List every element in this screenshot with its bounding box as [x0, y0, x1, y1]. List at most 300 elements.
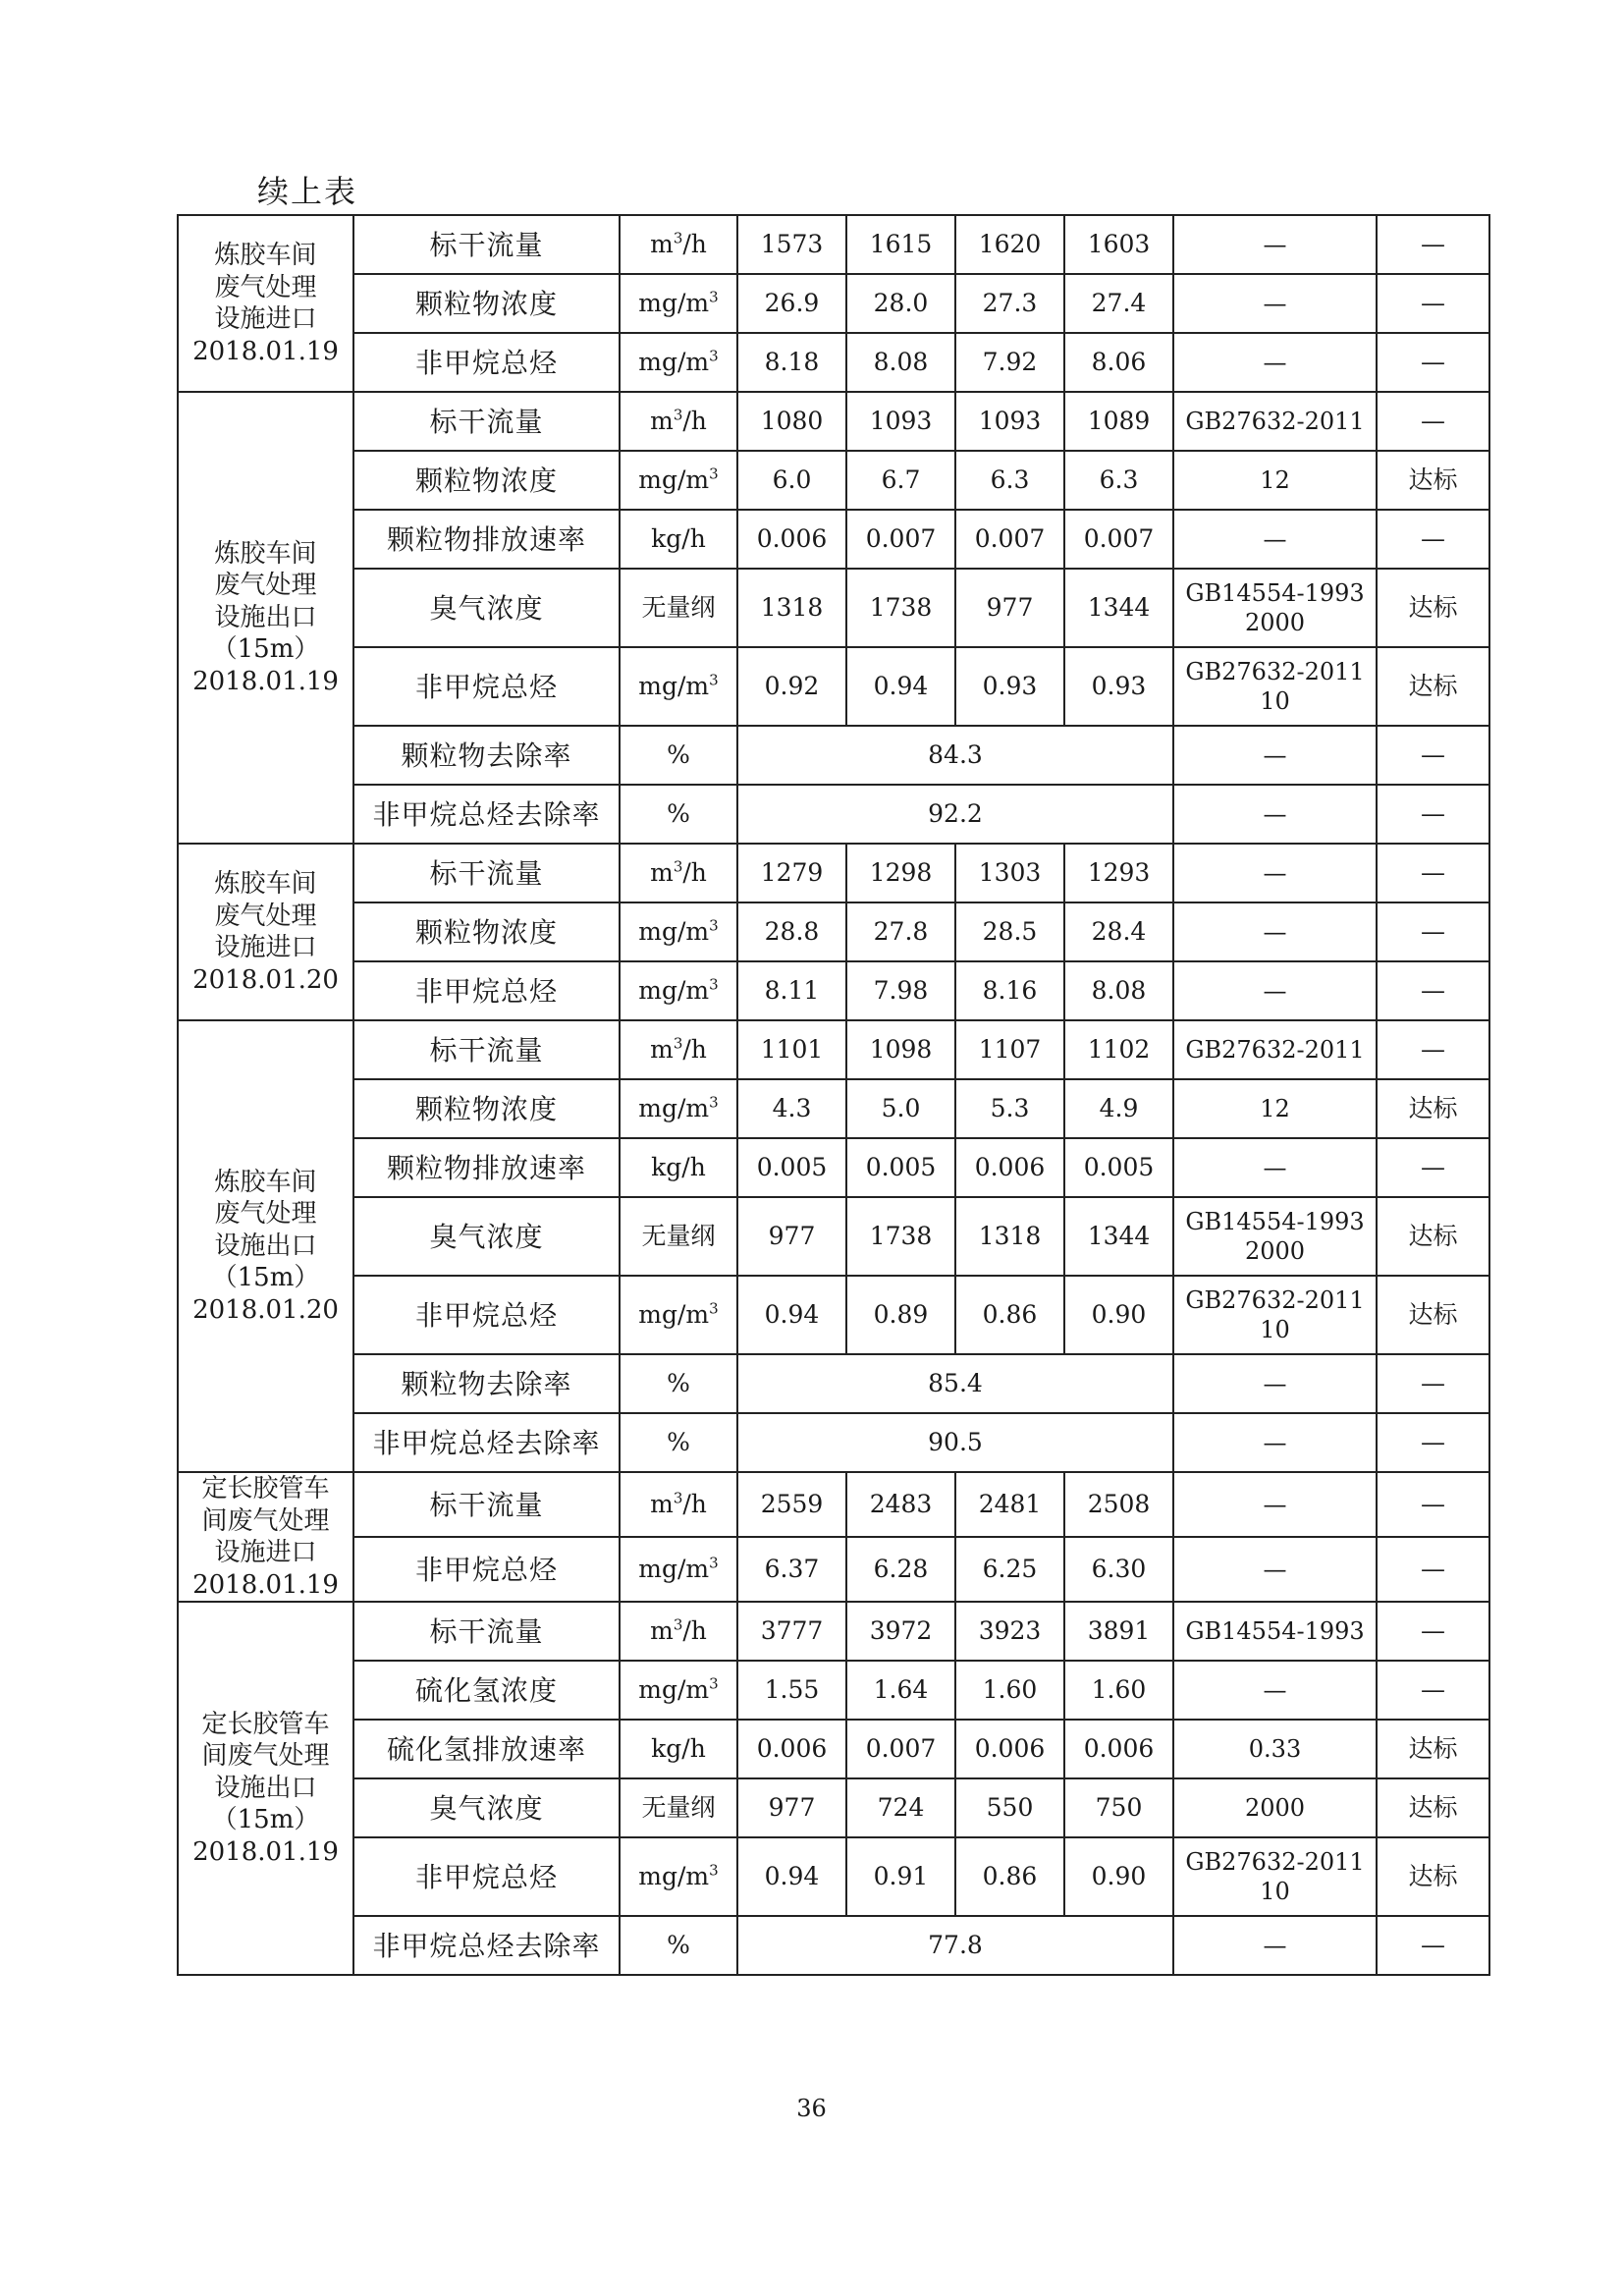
table-row [178, 1413, 1489, 1472]
unit-cell: $mg/m^3$ [620, 647, 737, 726]
location-line: 2018.01.19 [192, 1569, 339, 1600]
result-cell: 达标 [1377, 1720, 1489, 1778]
standard-cell [1173, 1354, 1377, 1413]
value-cell: 0.94 [737, 1837, 846, 1916]
standard-line: GB14554-1993 [1185, 1208, 1365, 1235]
value-cell: 0.89 [846, 1276, 955, 1354]
unit-cell: 无量纲 [620, 1197, 737, 1276]
standard-line: — [1263, 525, 1287, 553]
location-line: 废气处理 [214, 901, 317, 931]
value-cell: 0.006 [1064, 1720, 1173, 1778]
result-cell: — [1377, 510, 1489, 569]
table-row [178, 1079, 1489, 1138]
merged-value-cell: 77.8 [737, 1916, 1173, 1975]
value-cell: 0.007 [1064, 510, 1173, 569]
table-row [178, 1020, 1489, 1079]
location-line: 2018.01.19 [192, 666, 339, 696]
value-cell: 0.86 [955, 1276, 1064, 1354]
standard-cell [1173, 333, 1377, 392]
table-row [178, 569, 1489, 647]
standard-cell [1173, 1778, 1377, 1837]
table-row [178, 1720, 1489, 1778]
item-cell: 非甲烷总烃 [353, 647, 620, 726]
value-cell: 0.93 [955, 647, 1064, 726]
table-row [178, 1602, 1489, 1661]
unit-cell: $m^3/h$ [620, 215, 737, 274]
value-cell: 724 [846, 1778, 955, 1837]
table-row [178, 1916, 1489, 1975]
standard-line: — [1263, 1556, 1287, 1583]
emission-monitoring-table [177, 214, 1490, 1976]
item-cell: 颗粒物去除率 [353, 1354, 620, 1413]
result-cell: 达标 [1377, 1276, 1489, 1354]
location-cell [178, 1602, 353, 1975]
unit-cell: kg/h [620, 1720, 737, 1778]
table-row [178, 1354, 1489, 1413]
unit-cell: % [620, 1413, 737, 1472]
item-cell: 颗粒物排放速率 [353, 1138, 620, 1197]
standard-line: GB27632-2011 [1185, 1848, 1365, 1876]
value-cell: 26.9 [737, 274, 846, 333]
table-row [178, 510, 1489, 569]
standard-line: 2000 [1244, 609, 1306, 636]
value-cell: 8.08 [846, 333, 955, 392]
result-cell: 达标 [1377, 1778, 1489, 1837]
value-cell: 0.007 [846, 1720, 955, 1778]
item-cell: 标干流量 [353, 1472, 620, 1537]
value-cell: 8.16 [955, 961, 1064, 1020]
result-cell: — [1377, 1537, 1489, 1602]
result-cell: 达标 [1377, 1079, 1489, 1138]
value-cell: 1093 [955, 392, 1064, 451]
value-cell: 6.0 [737, 451, 846, 510]
standard-cell [1173, 647, 1377, 726]
value-cell: 27.3 [955, 274, 1064, 333]
standard-line: 12 [1260, 1095, 1290, 1122]
standard-cell [1173, 274, 1377, 333]
table-row [178, 1661, 1489, 1720]
table-row [178, 726, 1489, 785]
standard-cell [1173, 1138, 1377, 1197]
value-cell: 0.91 [846, 1837, 955, 1916]
value-cell: 7.98 [846, 961, 955, 1020]
value-cell: 0.93 [1064, 647, 1173, 726]
table-row [178, 1138, 1489, 1197]
item-cell: 硫化氢浓度 [353, 1661, 620, 1720]
item-cell: 颗粒物浓度 [353, 274, 620, 333]
value-cell: 1293 [1064, 844, 1173, 902]
value-cell: 2483 [846, 1472, 955, 1537]
result-cell: — [1377, 902, 1489, 961]
unit-cell: $mg/m^3$ [620, 1537, 737, 1602]
unit-cell: $mg/m^3$ [620, 1276, 737, 1354]
item-cell: 颗粒物浓度 [353, 1079, 620, 1138]
unit-cell: % [620, 1916, 737, 1975]
location-line: 设施进口 [214, 933, 317, 962]
value-cell: 1344 [1064, 569, 1173, 647]
value-cell: 0.005 [737, 1138, 846, 1197]
location-line: 间废气处理 [201, 1741, 330, 1772]
merged-value-cell: 90.5 [737, 1413, 1173, 1472]
unit-cell: $m^3/h$ [620, 844, 737, 902]
item-cell: 标干流量 [353, 392, 620, 451]
table-row [178, 1276, 1489, 1354]
standard-cell [1173, 902, 1377, 961]
standard-line: — [1263, 290, 1287, 317]
item-cell: 标干流量 [353, 1020, 620, 1079]
item-cell: 颗粒物去除率 [353, 726, 620, 785]
table-row [178, 215, 1489, 274]
unit-cell: $mg/m^3$ [620, 961, 737, 1020]
value-cell: 1318 [955, 1197, 1064, 1276]
item-cell: 非甲烷总烃去除率 [353, 785, 620, 844]
value-cell: 3777 [737, 1602, 846, 1661]
value-cell: 2559 [737, 1472, 846, 1537]
result-cell: — [1377, 785, 1489, 844]
value-cell: 1603 [1064, 215, 1173, 274]
location-line: 炼胶车间 [214, 1167, 317, 1197]
location-line: （15m） [211, 1263, 320, 1293]
value-cell: 5.0 [846, 1079, 955, 1138]
result-cell: 达标 [1377, 647, 1489, 726]
location-line: 炼胶车间 [214, 869, 317, 899]
location-line: 定长胶管车 [201, 1709, 330, 1739]
value-cell: 1.64 [846, 1661, 955, 1720]
location-line: 炼胶车间 [214, 538, 317, 569]
item-cell: 标干流量 [353, 1602, 620, 1661]
unit-cell: $mg/m^3$ [620, 274, 737, 333]
table-row [178, 451, 1489, 510]
value-cell: 27.8 [846, 902, 955, 961]
item-cell: 臭气浓度 [353, 1778, 620, 1837]
result-cell: — [1377, 1661, 1489, 1720]
value-cell: 1573 [737, 215, 846, 274]
result-cell: — [1377, 1602, 1489, 1661]
value-cell: 1101 [737, 1020, 846, 1079]
standard-line: GB27632-2011 [1185, 408, 1365, 435]
standard-line: 12 [1260, 466, 1290, 494]
standard-line: 2000 [1244, 1237, 1306, 1265]
value-cell: 0.94 [846, 647, 955, 726]
item-cell: 臭气浓度 [353, 1197, 620, 1276]
standard-line: — [1263, 918, 1287, 946]
value-cell: 8.11 [737, 961, 846, 1020]
value-cell: 0.92 [737, 647, 846, 726]
standard-line: — [1263, 231, 1287, 258]
value-cell: 1098 [846, 1020, 955, 1079]
value-cell: 3972 [846, 1602, 955, 1661]
table-row [178, 392, 1489, 451]
standard-cell [1173, 1537, 1377, 1602]
result-cell: — [1377, 333, 1489, 392]
value-cell: 0.006 [737, 510, 846, 569]
value-cell: 4.9 [1064, 1079, 1173, 1138]
value-cell: 0.007 [955, 510, 1064, 569]
item-cell: 硫化氢排放速率 [353, 1720, 620, 1778]
page-number: 36 [796, 2095, 827, 2122]
standard-line: 2000 [1244, 1794, 1306, 1822]
standard-line: 10 [1260, 1878, 1290, 1905]
standard-line: — [1263, 1491, 1287, 1518]
value-cell: 0.006 [737, 1720, 846, 1778]
result-cell: 达标 [1377, 1197, 1489, 1276]
standard-cell [1173, 785, 1377, 844]
location-line: 2018.01.20 [192, 1294, 339, 1325]
value-cell: 6.7 [846, 451, 955, 510]
value-cell: 1738 [846, 569, 955, 647]
standard-cell [1173, 1020, 1377, 1079]
location-line: 设施出口 [214, 602, 317, 632]
result-cell: 达标 [1377, 1837, 1489, 1916]
standard-line: — [1263, 800, 1287, 828]
location-line: （15m） [211, 634, 320, 665]
table-row [178, 1537, 1489, 1602]
location-line: 设施出口 [214, 1230, 317, 1261]
table-row [178, 1837, 1489, 1916]
standard-cell [1173, 1661, 1377, 1720]
standard-line: — [1263, 1932, 1287, 1959]
merged-value-cell: 92.2 [737, 785, 1173, 844]
item-cell: 非甲烷总烃 [353, 1837, 620, 1916]
item-cell: 颗粒物浓度 [353, 451, 620, 510]
item-cell: 非甲烷总烃去除率 [353, 1916, 620, 1975]
item-cell: 非甲烷总烃 [353, 1537, 620, 1602]
standard-cell [1173, 1720, 1377, 1778]
standard-cell [1173, 726, 1377, 785]
result-cell: 达标 [1377, 569, 1489, 647]
value-cell: 977 [737, 1197, 846, 1276]
unit-cell: $mg/m^3$ [620, 1079, 737, 1138]
result-cell: — [1377, 961, 1489, 1020]
value-cell: 6.25 [955, 1537, 1064, 1602]
item-cell: 臭气浓度 [353, 569, 620, 647]
value-cell: 8.18 [737, 333, 846, 392]
location-line: 2018.01.20 [192, 964, 339, 995]
value-cell: 27.4 [1064, 274, 1173, 333]
result-cell: — [1377, 215, 1489, 274]
value-cell: 0.90 [1064, 1837, 1173, 1916]
table-row [178, 785, 1489, 844]
unit-cell: $m^3/h$ [620, 1602, 737, 1661]
value-cell: 28.5 [955, 902, 1064, 961]
standard-line: — [1263, 1154, 1287, 1181]
standard-line: — [1263, 859, 1287, 887]
value-cell: 0.006 [955, 1720, 1064, 1778]
table-caption: 续上表 [257, 173, 358, 210]
result-cell: — [1377, 1916, 1489, 1975]
standard-cell [1173, 1837, 1377, 1916]
location-line: 2018.01.19 [192, 1836, 339, 1867]
value-cell: 0.005 [1064, 1138, 1173, 1197]
value-cell: 1080 [737, 392, 846, 451]
result-cell: — [1377, 1472, 1489, 1537]
value-cell: 1.60 [1064, 1661, 1173, 1720]
value-cell: 1303 [955, 844, 1064, 902]
location-line: 间废气处理 [201, 1505, 330, 1536]
value-cell: 1318 [737, 569, 846, 647]
item-cell: 标干流量 [353, 844, 620, 902]
value-cell: 1298 [846, 844, 955, 902]
standard-cell [1173, 1413, 1377, 1472]
location-line: 废气处理 [214, 571, 317, 601]
value-cell: 1279 [737, 844, 846, 902]
result-cell: — [1377, 1354, 1489, 1413]
value-cell: 1344 [1064, 1197, 1173, 1276]
unit-cell: % [620, 726, 737, 785]
value-cell: 1.60 [955, 1661, 1064, 1720]
result-cell: — [1377, 844, 1489, 902]
unit-cell: % [620, 1354, 737, 1413]
item-cell: 颗粒物排放速率 [353, 510, 620, 569]
standard-line: GB27632-2011 [1185, 658, 1365, 685]
value-cell: 6.37 [737, 1537, 846, 1602]
value-cell: 1738 [846, 1197, 955, 1276]
result-cell: — [1377, 274, 1489, 333]
location-cell [178, 1472, 353, 1602]
unit-cell: $mg/m^3$ [620, 1661, 737, 1720]
value-cell: 1615 [846, 215, 955, 274]
merged-value-cell: 85.4 [737, 1354, 1173, 1413]
value-cell: 4.3 [737, 1079, 846, 1138]
location-line: 2018.01.19 [192, 336, 339, 366]
standard-line: 0.33 [1248, 1735, 1302, 1763]
standard-line: GB14554-1993 [1185, 1617, 1365, 1645]
item-cell: 非甲烷总烃 [353, 333, 620, 392]
standard-line: GB27632-2011 [1185, 1286, 1365, 1314]
standard-cell [1173, 844, 1377, 902]
standard-cell [1173, 1197, 1377, 1276]
location-cell [178, 1020, 353, 1472]
table-row [178, 961, 1489, 1020]
table-row [178, 647, 1489, 726]
standard-cell [1173, 1079, 1377, 1138]
unit-cell: 无量纲 [620, 569, 737, 647]
standard-line: 10 [1260, 1316, 1290, 1343]
standard-line: GB14554-1993 [1185, 579, 1365, 607]
value-cell: 750 [1064, 1778, 1173, 1837]
standard-line: 10 [1260, 687, 1290, 715]
value-cell: 1107 [955, 1020, 1064, 1079]
unit-cell: kg/h [620, 510, 737, 569]
merged-value-cell: 84.3 [737, 726, 1173, 785]
table-row [178, 274, 1489, 333]
standard-cell [1173, 569, 1377, 647]
result-cell: 达标 [1377, 451, 1489, 510]
location-cell [178, 392, 353, 844]
standard-cell [1173, 1276, 1377, 1354]
table-row [178, 1778, 1489, 1837]
unit-cell: $mg/m^3$ [620, 902, 737, 961]
unit-cell: $mg/m^3$ [620, 451, 737, 510]
standard-cell [1173, 1472, 1377, 1537]
standard-line: — [1263, 1370, 1287, 1397]
unit-cell: $m^3/h$ [620, 1472, 737, 1537]
item-cell: 非甲烷总烃去除率 [353, 1413, 620, 1472]
result-cell: — [1377, 1020, 1489, 1079]
value-cell: 2481 [955, 1472, 1064, 1537]
value-cell: 0.94 [737, 1276, 846, 1354]
standard-cell [1173, 392, 1377, 451]
value-cell: 3891 [1064, 1602, 1173, 1661]
standard-line: — [1263, 1429, 1287, 1456]
location-line: 废气处理 [214, 272, 317, 302]
value-cell: 8.06 [1064, 333, 1173, 392]
table-row [178, 1472, 1489, 1537]
value-cell: 1093 [846, 392, 955, 451]
value-cell: 6.30 [1064, 1537, 1173, 1602]
standard-line: — [1263, 349, 1287, 376]
unit-cell: $m^3/h$ [620, 1020, 737, 1079]
value-cell: 8.08 [1064, 961, 1173, 1020]
table-row [178, 902, 1489, 961]
location-cell [178, 844, 353, 1020]
value-cell: 0.007 [846, 510, 955, 569]
standard-line: — [1263, 741, 1287, 769]
result-cell: — [1377, 392, 1489, 451]
value-cell: 6.28 [846, 1537, 955, 1602]
value-cell: 977 [737, 1778, 846, 1837]
value-cell: 28.4 [1064, 902, 1173, 961]
unit-cell: % [620, 785, 737, 844]
item-cell: 非甲烷总烃 [353, 1276, 620, 1354]
value-cell: 6.3 [1064, 451, 1173, 510]
value-cell: 7.92 [955, 333, 1064, 392]
standard-cell [1173, 451, 1377, 510]
unit-cell: 无量纲 [620, 1778, 737, 1837]
location-line: 设施进口 [214, 1538, 317, 1567]
value-cell: 28.8 [737, 902, 846, 961]
location-line: 设施进口 [214, 304, 317, 334]
unit-cell: $m^3/h$ [620, 392, 737, 451]
value-cell: 977 [955, 569, 1064, 647]
item-cell: 非甲烷总烃 [353, 961, 620, 1020]
location-line: 炼胶车间 [214, 241, 317, 270]
value-cell: 550 [955, 1778, 1064, 1837]
value-cell: 3923 [955, 1602, 1064, 1661]
item-cell: 标干流量 [353, 215, 620, 274]
value-cell: 1.55 [737, 1661, 846, 1720]
value-cell: 28.0 [846, 274, 955, 333]
standard-cell [1173, 510, 1377, 569]
item-cell: 颗粒物浓度 [353, 902, 620, 961]
value-cell: 0.006 [955, 1138, 1064, 1197]
location-line: 设施出口 [214, 1773, 317, 1803]
value-cell: 0.86 [955, 1837, 1064, 1916]
location-cell [178, 215, 353, 392]
standard-line: — [1263, 1676, 1287, 1704]
value-cell: 6.3 [955, 451, 1064, 510]
location-line: 定长胶管车 [201, 1474, 330, 1503]
table-row [178, 1197, 1489, 1276]
result-cell: — [1377, 1413, 1489, 1472]
location-line: （15m） [211, 1805, 320, 1835]
value-cell: 0.90 [1064, 1276, 1173, 1354]
unit-cell: $mg/m^3$ [620, 333, 737, 392]
table-row [178, 844, 1489, 902]
value-cell: 0.005 [846, 1138, 955, 1197]
value-cell: 1102 [1064, 1020, 1173, 1079]
standard-cell [1173, 1602, 1377, 1661]
result-cell: — [1377, 1138, 1489, 1197]
table-row [178, 333, 1489, 392]
standard-line: — [1263, 977, 1287, 1005]
location-line: 废气处理 [214, 1199, 317, 1230]
value-cell: 1620 [955, 215, 1064, 274]
standard-cell [1173, 215, 1377, 274]
standard-cell [1173, 1916, 1377, 1975]
standard-line: GB27632-2011 [1185, 1036, 1365, 1064]
value-cell: 1089 [1064, 392, 1173, 451]
